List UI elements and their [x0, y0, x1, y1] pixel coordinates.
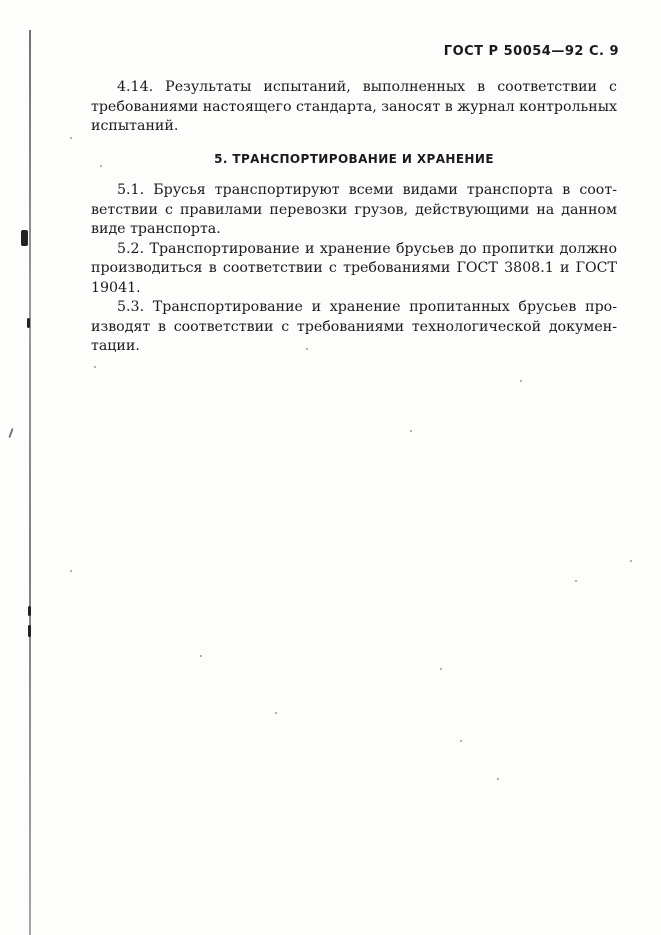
binding-mark — [28, 606, 31, 616]
scan-speck — [70, 137, 72, 139]
binding-mark — [8, 428, 13, 438]
scan-speck — [410, 430, 412, 432]
scan-speck — [94, 366, 96, 368]
binding-mark — [21, 230, 28, 246]
paragraph-number: 5.3. — [117, 299, 145, 315]
paragraph-5-2 — [91, 240, 617, 299]
paragraph-text: Результаты испытаний, выполненных в соответствии с требованиями настоящего стандарта, заносят в журнал контрольных испытаний. — [91, 79, 617, 134]
paragraph-text: Транспортирование и хранение пропитанных брусьев производят в соответствии с требованиями технологической документации. — [91, 299, 617, 354]
paragraph-number: 4.14. — [117, 79, 154, 95]
scan-speck — [440, 668, 442, 670]
running-header: ГОСТ Р 50054—92 С. 9 — [443, 44, 619, 59]
scan-speck — [520, 380, 522, 382]
paragraph-5-3 — [91, 298, 617, 357]
scan-speck — [460, 740, 462, 742]
scan-speck — [70, 570, 72, 572]
binding-mark — [27, 318, 30, 328]
scan-speck — [497, 778, 499, 780]
paragraph-4-14 — [91, 78, 617, 137]
scan-speck — [575, 580, 577, 582]
scan-speck — [275, 712, 277, 714]
paragraph-text: Брусья транспортируют всеми видами транспорта в соответствии с правилами перевозки грузов, действующими на данном виде транспорта. — [91, 182, 617, 237]
binding-edge — [29, 30, 31, 935]
paragraph-5-1 — [91, 181, 617, 240]
paragraph-number: 5.2. — [117, 240, 145, 257]
paragraph-text: Транспортирование и хранение брусьев до пропитки должно производиться в соответствии с требованиями ГОСТ 3808.1 и ГОСТ 19041. — [91, 240, 617, 296]
scan-speck — [200, 655, 202, 657]
paragraph-number: 5.1. — [117, 182, 145, 198]
document-body — [91, 78, 617, 357]
binding-mark — [28, 625, 31, 637]
section-heading: 5. ТРАНСПОРТИРОВАНИЕ И ХРАНЕНИЕ — [214, 151, 494, 166]
scan-speck — [630, 560, 632, 562]
